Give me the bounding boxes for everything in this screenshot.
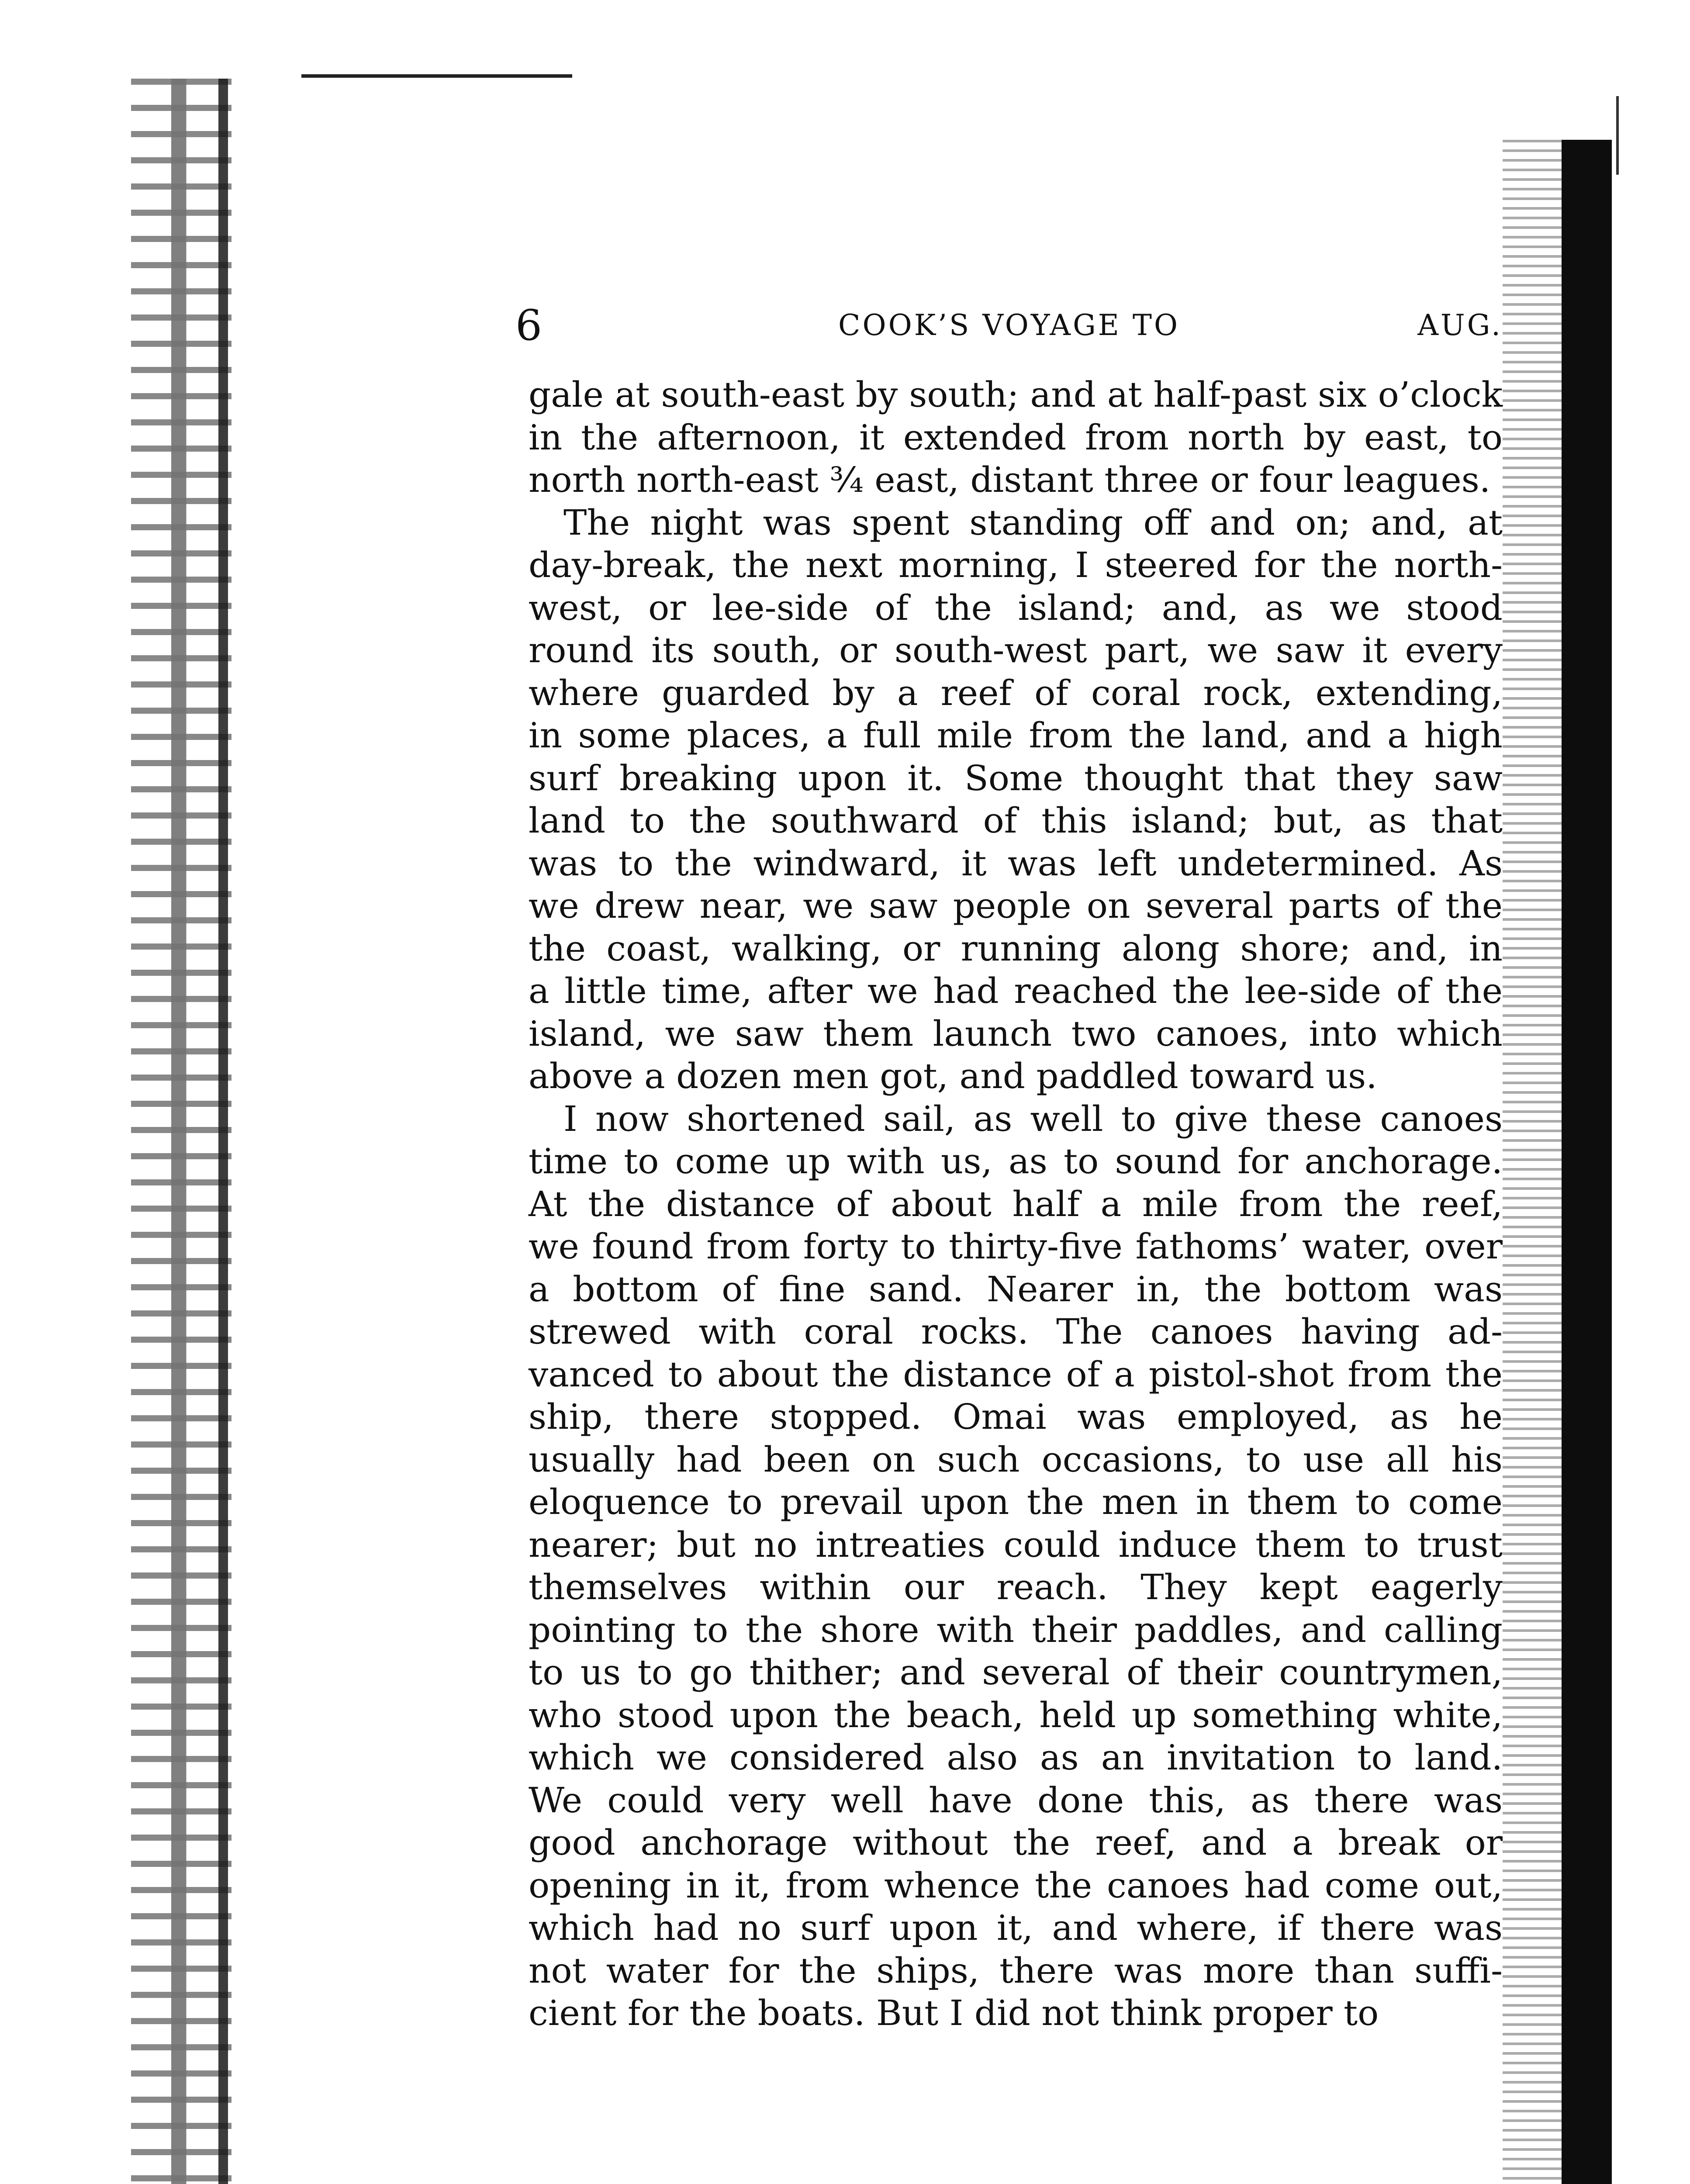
text-line: round its south, or south-west part, we saw it every [529,630,1503,670]
text-line: was to the windward, it was left undetermined. As [529,843,1503,884]
text-line: good anchorage without the reef, and a break or [529,1822,1503,1863]
text-line: vanced to about the distance of a pistol-shot from the [529,1354,1503,1395]
text-line: where guarded by a reef of coral rock, extending, [529,672,1503,713]
page-number: 6 [515,301,543,350]
text-line: we drew near, we saw people on several parts of the [529,885,1503,926]
running-head: COOK’S VOYAGE TO [838,308,1180,342]
text-line: west, or lee-side of the island; and, as we stood [529,587,1503,628]
text-line: I now shortened sail, as well to give these canoes [563,1098,1503,1139]
text-line: time to come up with us, as to sound for anchorage. [529,1141,1503,1182]
scan-edge-left-line [218,79,228,2184]
text-line: in the afternoon, it extended from north by east, to [529,417,1503,458]
text-line: land to the southward of this island; but, as that [529,800,1503,841]
text-line: to us to go thither; and several of their countrymen, [529,1652,1503,1693]
text-line: We could very well have done this, as there was [529,1780,1503,1821]
text-line: not water for the ships, there was more than suffi- [529,1950,1503,1991]
text-line: ship, there stopped. Omai was employed, as he [529,1396,1503,1437]
text-line: themselves within our reach. They kept eagerly [529,1567,1503,1607]
body-text [529,373,1503,2035]
text-line: surf breaking upon it. Some thought that they saw [529,757,1503,798]
text-line: the coast, walking, or running along shore; and, in [529,928,1503,969]
text-line: island, we saw them launch two canoes, into which [529,1013,1503,1054]
text-line: which we considered also as an invitation to land. [529,1737,1503,1778]
text-line: The night was spent standing off and on; and, at [563,502,1503,543]
text-line: which had no surf upon it, and where, if there was [529,1908,1503,1948]
scan-top-rule [301,74,572,78]
text-line: day-break, the next morning, I steered for the north- [529,545,1503,585]
text-line: opening in it, from whence the canoes had come out, [529,1865,1503,1906]
running-head-month: AUG. [1417,308,1503,342]
scan-edge-right [1562,140,1612,2184]
text-line: strewed with coral rocks. The canoes having ad- [529,1311,1503,1352]
text-line: north north-east ¾ east, distant three or four leagues. [529,460,1491,500]
text-line: usually had been on such occasions, to use all his [529,1439,1503,1480]
text-line: above a dozen men got, and paddled toward us. [529,1056,1377,1096]
scan-edge-right-line [1616,96,1619,175]
text-line: we found from forty to thirty-five fathoms’ water, over [529,1226,1503,1267]
text-line: At the distance of about half a mile from the reef, [529,1183,1503,1224]
text-line: who stood upon the beach, held up something white, [529,1694,1503,1735]
text-line: eloquence to prevail upon the men in them to come [529,1482,1503,1522]
text-line: gale at south-east by south; and at half-past six o’clock [529,374,1503,415]
text-line: in some places, a full mile from the land, and a high [529,715,1503,756]
scan-edge-left [131,79,232,2184]
text-line: a bottom of fine sand. Nearer in, the bottom was [529,1268,1503,1310]
text-line: cient for the boats. But I did not think proper to [529,1993,1379,2033]
text-line: a little time, after we had reached the lee-side of the [529,971,1503,1011]
page-header [515,301,1503,349]
text-line: nearer; but no intreaties could induce them to trust [529,1524,1503,1565]
text-line: pointing to the shore with their paddles, and calling [529,1609,1503,1650]
scan-edge-right-fringe [1503,140,1564,2184]
